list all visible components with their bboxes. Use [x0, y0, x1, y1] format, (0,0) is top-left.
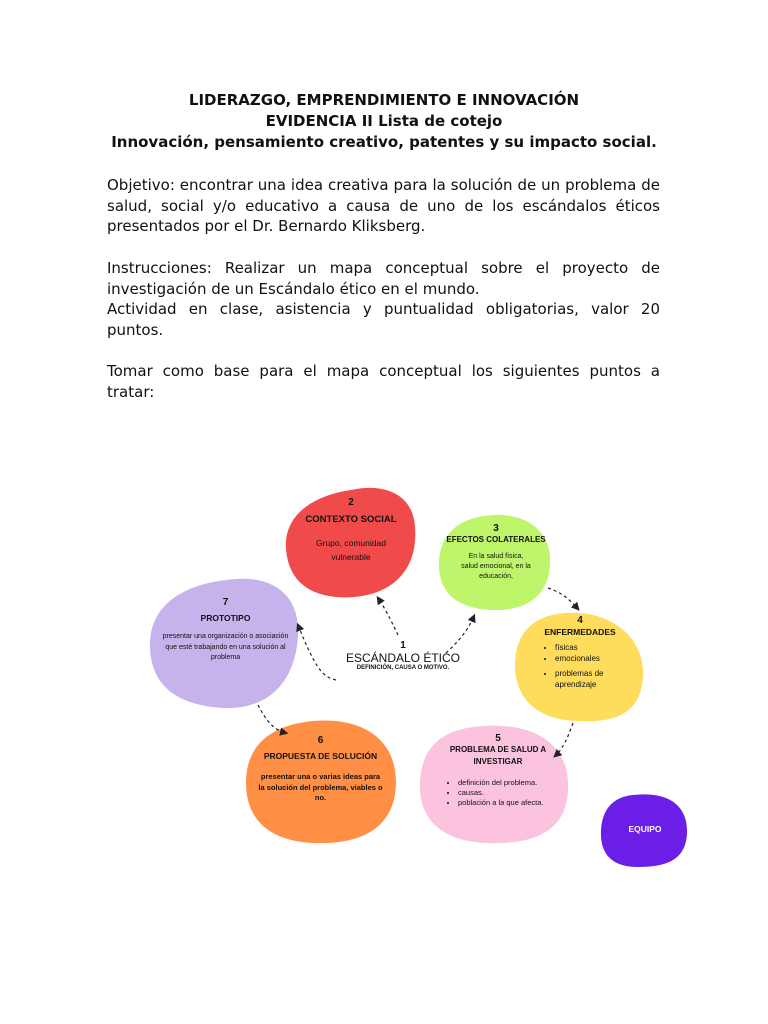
- center-number: 1: [400, 640, 406, 651]
- document-header: [0, 90, 768, 153]
- evidence-title: EVIDENCIA II Lista de cotejo: [265, 112, 503, 130]
- node-6-number: 6: [317, 735, 324, 746]
- node-5-item: • población a la que afecta.: [458, 798, 568, 808]
- node-4-list: [525, 642, 635, 690]
- topic-title: Innovación, pensamiento creativo, patentes y su impacto social.: [111, 133, 657, 151]
- node-5-item: • causas.: [458, 788, 568, 798]
- node-5-title: PROBLEMA DE SALUD A INVESTIGAR: [449, 745, 547, 766]
- node-3-title: EFECTOS COLATERALES: [446, 535, 546, 544]
- arrow-3-to-4: [548, 588, 578, 609]
- instructions-paragraph: [107, 258, 660, 340]
- concept-map-figure: [108, 465, 710, 901]
- node-5-item: • definición del problema.: [458, 778, 568, 788]
- instructions-text: Instrucciones: Realizar un mapa conceptual sobre el proyecto de investigación de un Escándalo ético en el mundo.: [107, 259, 660, 298]
- node-5-number: 5: [495, 733, 501, 744]
- course-title: LIDERAZGO, EMPRENDIMIENTO E INNOVACIÓN: [188, 91, 580, 109]
- node-7-title: PROTOTIPO: [200, 613, 251, 623]
- node-5-list: [428, 778, 568, 808]
- arrow-center-to-7: [298, 625, 336, 680]
- node-4-item: • emocionales: [555, 653, 635, 664]
- node-7-number: 7: [222, 597, 229, 608]
- node-2-number: 2: [348, 497, 354, 508]
- node-3-text: En la salud física, salud emocional, en la educación,: [461, 553, 531, 580]
- node-4-item: • físicas: [555, 642, 635, 653]
- team-node: [603, 823, 687, 835]
- team-label: EQUIPO: [628, 824, 662, 834]
- node-6-propuesta-de-solucion: [253, 735, 388, 804]
- node-7-prototipo: [158, 597, 293, 664]
- node-4-title: ENFERMEDADES: [544, 627, 616, 637]
- base-paragraph: Tomar como base para el mapa conceptual los siguientes puntos a tratar:: [107, 362, 660, 401]
- node-2-title: CONTEXTO SOCIAL: [305, 514, 397, 525]
- center-title: ESCÁNDALO ÉTICO: [345, 651, 461, 665]
- objective-paragraph: Objetivo: encontrar una idea creativa para la solución de un problema de salud, social y/o educativo a causa de uno de los escándalos éticos presentados por el Dr. Bernardo Kliksberg.: [107, 176, 660, 235]
- node-4-number: 4: [577, 615, 583, 626]
- node-3-number: 3: [493, 523, 499, 534]
- node-4-enfermedades: [525, 615, 635, 690]
- center-subtitle: DEFINICIÓN, CAUSA O MOTIVO.: [356, 665, 450, 671]
- node-5-problema-de-salud: [428, 733, 568, 808]
- node-6-text: presentar una o varias ideas para la solución del problema, viables o no.: [258, 772, 383, 802]
- node-6-title: PROPUESTA DE SOLUCIÓN: [263, 751, 378, 761]
- node-2-text: Grupo, comunidad vulnerable: [316, 538, 386, 562]
- activity-text: Actividad en clase, asistencia y puntualidad obligatorias, valor 20 puntos.: [107, 300, 660, 339]
- node-4-item: • problemas de aprendizaje: [555, 668, 635, 690]
- node-3-efectos-colaterales: [446, 523, 546, 582]
- node-7-text: presentar una organización o asociación que esté trabajando en una solución al problema: [162, 633, 289, 661]
- node-2-contexto-social: [296, 497, 406, 564]
- center-node-escandalo-etico: [338, 640, 468, 671]
- arrow-center-to-2: [378, 598, 398, 635]
